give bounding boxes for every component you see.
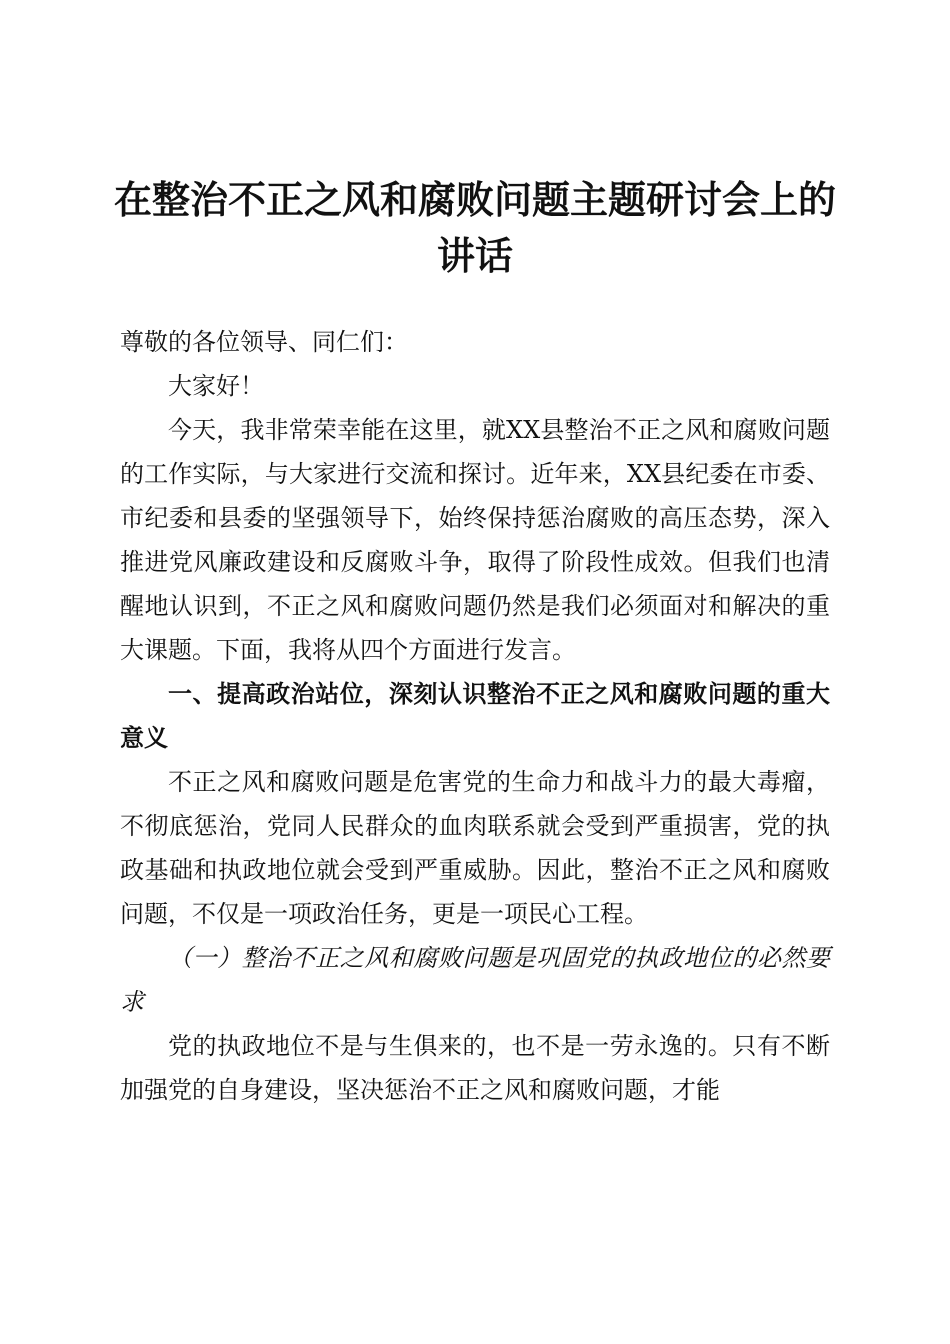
- section-heading-1: 一、提高政治站位，深刻认识整治不正之风和腐败问题的重大意义: [120, 680, 830, 752]
- subsection-heading-1: （一）整治不正之风和腐败问题是巩固党的执政地位的必然要求: [120, 944, 830, 1016]
- greeting: 大家好！: [168, 372, 264, 400]
- subsection-1-paragraph: 党的执政地位不是与生俱来的，也不是一劳永逸的。只有不断加强党的自身建设，坚决惩治不正之风和腐败问题，才能: [120, 1032, 830, 1104]
- section-1-paragraph: 不正之风和腐败问题是危害党的生命力和战斗力的最大毒瘤，不彻底惩治，党同人民群众的血肉联系就会受到严重损害，党的执政基础和执政地位就会受到严重威胁。因此，整治不正之风和腐败问题，不仅是一项政治任务，更是一项民心工程。: [120, 768, 830, 928]
- salutation: 尊敬的各位领导、同仁们：: [120, 328, 408, 356]
- document-title: 在整治不正之风和腐败问题主题研讨会上的讲话: [113, 177, 836, 278]
- document-body: [120, 320, 830, 1112]
- intro-paragraph: 今天，我非常荣幸能在这里，就XX县整治不正之风和腐败问题的工作实际，与大家进行交流和探讨。近年来，XX县纪委在市委、市纪委和县委的坚强领导下，始终保持惩治腐败的高压态势，深入推进党风廉政建设和反腐败斗争，取得了阶段性成效。但我们也清醒地认识到，不正之风和腐败问题仍然是我们必须面对和解决的重大课题。下面，我将从四个方面进行发言。: [120, 416, 830, 664]
